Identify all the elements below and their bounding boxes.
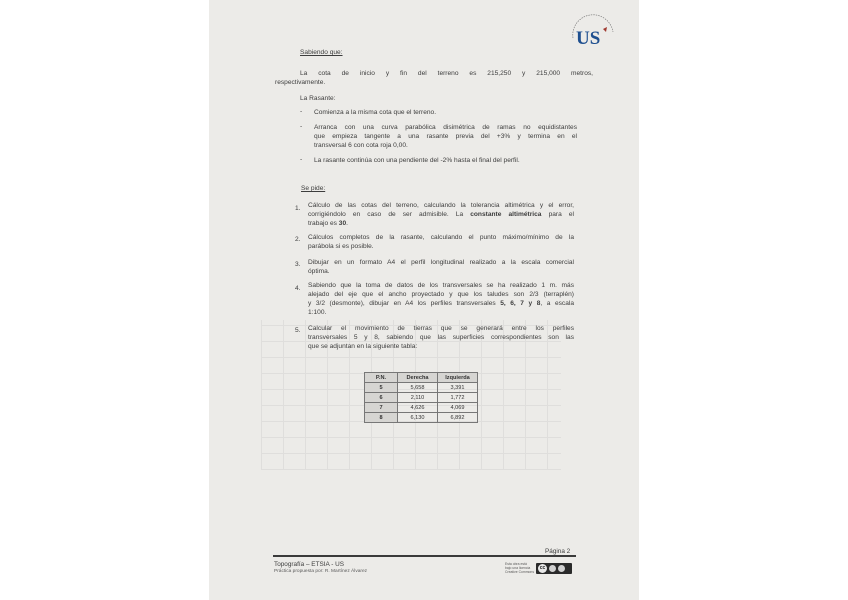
item-4-line-2: alejado del eje que el ancho proyectado y que los taludes son 2/3 (terraplén) [308,291,574,298]
header-izquierda: Izquierda [438,373,478,383]
item-number: 4. [295,285,301,292]
item-number: 2. [295,236,301,243]
cell-derecha: 5,658 [398,383,438,393]
item-5-line-2: transversales 5 y 8, sabiendo que las superficies correspondientes son las [308,334,574,341]
bullet-1-line-1: Comienza a la misma cota que el terreno. [314,109,437,116]
document-page [209,0,639,600]
heading-rasante: La Rasante: [300,95,336,102]
item-2-line-1: Cálculos completos de la rasante, calculando el punto máximo/mínimo de la [308,234,574,241]
intro-line-2: respectivamente. [275,79,326,86]
item-number: 5. [295,327,301,334]
item-3-line-2: óptima. [308,268,330,275]
license-text: Esta obra está bajo una licencia Creative Commons [505,562,535,574]
cell-izquierda: 3,391 [438,383,478,393]
heading-sabiendo-que: Sabiendo que: [300,49,343,56]
constante-altimetrica-label: constante altimétrica [470,211,542,218]
bullet-2-line-3: transversal 6 con cota roja 0,00. [314,142,408,149]
cell-pn: 7 [365,403,398,413]
footer-subtitle: Práctica propuesta por: R. Martínez Álvarez [274,569,368,574]
university-logo [567,14,619,50]
logo-letters: US [576,28,601,49]
item-1-line-3: trabajo es 30. [308,220,348,227]
table-row [365,413,478,423]
cell-pn: 5 [365,383,398,393]
header-pn: P.N. [365,373,398,383]
cell-derecha: 4,626 [398,403,438,413]
table-row [365,393,478,403]
cell-pn: 8 [365,413,398,423]
table-header-row [365,373,478,383]
bullet-dash: - [300,156,303,163]
cell-izquierda: 4,069 [438,403,478,413]
bullet-dash: - [300,108,303,115]
header-derecha: Derecha [398,373,438,383]
item-number: 3. [295,261,301,268]
footer-title: Topografía – ETSIA - US [274,561,344,568]
bullet-dash: - [300,123,303,130]
item-1-line-2: corrigiéndolo en caso de ser admisible. La constante altimétrica para el [308,211,574,218]
intro-line-1: La cota de inicio y fin del terreno es 215,250 y 215,000 metros, [300,70,593,77]
item-5-line-1: Calcular el movimiento de tierras que se generará entre los perfiles [308,325,574,332]
page-number: Página 2 [545,548,571,555]
bullet-2-line-2: que empieza tangente a una rasante previa del +3% y termina en el [314,133,577,140]
cell-derecha: 2,110 [398,393,438,403]
cell-derecha: 6,130 [398,413,438,423]
perfiles-list: 5, 6, 7 y 8 [500,300,541,307]
item-3-line-1: Dibujar en un formato A4 el perfil longitudinal realizado a la escala comercial [308,259,574,266]
cc-license-badge [536,563,572,574]
footer-rule [273,555,576,557]
item-5-line-3: que se adjuntan en la siguiente tabla: [308,343,418,350]
item-4-line-3: y 3/2 (desmonte), dibujar en A4 los perfiles transversales 5, 6, 7 y 8, a escala [308,300,575,307]
nc-icon [558,565,565,572]
cc-icon: cc [539,565,546,571]
table-row [365,403,478,413]
surfaces-table [364,372,478,423]
item-1-line-1: Cálculo de las cotas del terreno, calculando la tolerancia altimétrica y el error, [308,202,574,209]
by-icon [549,565,556,572]
item-number: 1. [295,205,301,212]
cell-izquierda: 1,772 [438,393,478,403]
heading-se-pide: Se pide: [301,185,326,192]
bullet-3-line-1: La rasante continúa con una pendiente del -2% hasta el final del perfil. [314,157,520,164]
cell-pn: 6 [365,393,398,403]
item-4-line-4: 1:100. [308,309,327,316]
bullet-2-line-1: Arranca con una curva parabólica disimétrica de ramas no equidistantes [314,124,577,131]
table-row [365,383,478,393]
item-2-line-2: parábola si es posible. [308,243,374,250]
item-4-line-1: Sabiendo que la toma de datos de los transversales se ha realizado 1 m. más [308,282,574,289]
cell-izquierda: 6,892 [438,413,478,423]
